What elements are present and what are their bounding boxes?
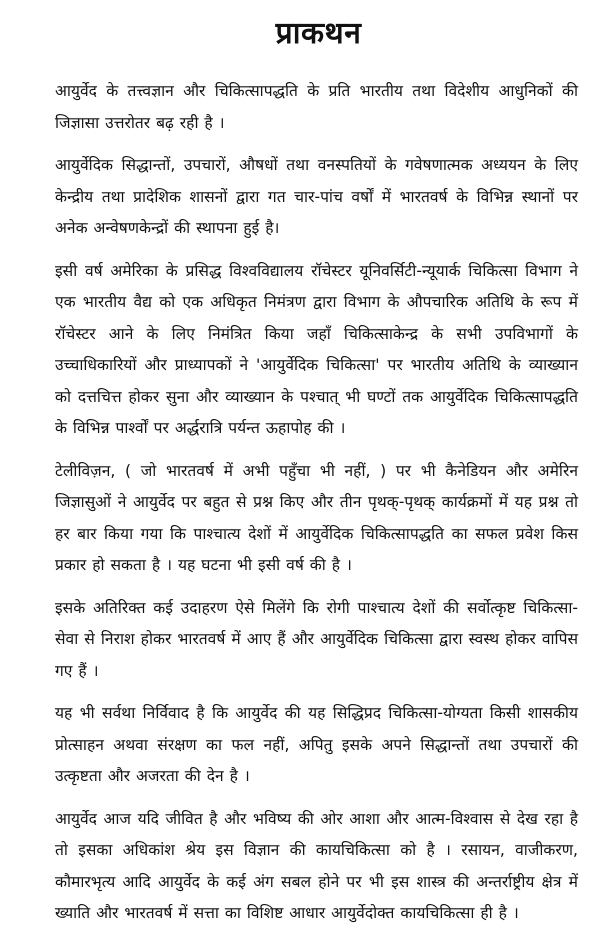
- page-title: प्राकथन: [275, 16, 362, 51]
- paragraph-1: आयुर्वेद के तत्त्वज्ञान और चिकित्सापद्धति के प्रति भारतीय तथा विदेशीय आधुनिकों की जिज्ञासा उत्तरोतर बढ़ रही है ।: [55, 82, 578, 132]
- paragraph-5: इसके अतिरिक्त कई उदाहरण ऐसे मिलेंगे कि रोगी पाश्चात्य देशों की सर्वोत्कृष्ट चिकित्सा-सेवा से निराश होकर भारतवर्ष में आए हैं और आयुर्वेदिक चिकित्सा द्वारा स्वस्थ होकर वापिस गए हैं ।: [55, 598, 578, 680]
- paragraph-2: आयुर्वेदिक सिद्धान्तों, उपचारों, औषधों तथा वनस्पतियों के गवेषणात्मक अध्ययन के लिए केन्द्रीय तथा प्रादेशिक शासनों द्वारा गत चार-पांच वर्षों में भारतवर्ष के विभिन्न स्थानों पर अनेक अन्वेषणकेन्द्रों की स्थापना हुई है।: [55, 156, 578, 237]
- paragraph-7: आयुर्वेद आज यदि जीवित है और भविष्य की ओर आशा और आत्म-विश्वास से देख रहा है तो इसका अधिकांश श्रेय इस विज्ञान की कायचिकित्सा को है । रसायन, वाजीकरण, कौमारभृत्य आदि आयुर्वेद के कई अंग सबल होने पर भी इस शास्त्र की अन्तर्राष्ट्रीय क्षेत्र में ख्याति और भारतवर्ष में सत्ता का विशिष्ट आधार आयुर्वेदोक्त कायचिकित्सा ही है ।: [55, 809, 578, 922]
- paragraph-6: यह भी सर्वथा निर्विवाद है कि आयुर्वेद की यह सिद्धिप्रद चिकित्सा-योग्यता किसी शासकीय प्रोत्साहन अथवा संरक्षण का फल नहीं, अपितु इसके अपने सिद्धान्तों तथा उपचारों की उत्कृष्टता और अजरता की देन है ।: [55, 704, 578, 785]
- paragraph-4: टेलीविज़न, ( जो भारतवर्ष में अभी पहुँचा भी नहीं, ) पर भी कैनेडियन और अमेरिन जिज्ञासुओं ने आयुर्वेद पर बहुत से प्रश्न किए और तीन पृथक्-पृथक् कार्यक्रमों में यह प्रश्न तो हर बार किया गया कि पाश्चात्य देशों में आयुर्वेदिक चिकित्सापद्धति का सफल प्रवेश किस प्रकार हो सकता है । यह घटना भी इसी वर्ष की है ।: [55, 461, 579, 574]
- paragraph-3: इसी वर्ष अमेरिका के प्रसिद्ध विश्वविद्यालय रॉचेस्टर यूनिवर्सिटी-न्यूयार्क चिकित्सा विभाग ने एक भारतीय वैद्य को एक अधिकृत निमंत्रण द्वारा विभाग के औपचारिक अतिथि के रूप में रॉचेस्टर आने के लिए निमंत्रित किया जहाँ चिकित्साकेन्द्र के सभी उपविभागों के उच्चाधिकारियों और प्राध्यापकों ने 'आयुर्वेदिक चिकित्सा' पर भारतीय अतिथि के व्याख्यान को दत्तचित्त होकर सुना और व्याख्यान के पश्चात् भी घण्टों तक आयुर्वेदिक चिकित्सापद्धति के विभिन्न पार्श्वों पर अर्द्धरात्रि पर्यन्त ऊहापोह की ।: [55, 261, 578, 437]
